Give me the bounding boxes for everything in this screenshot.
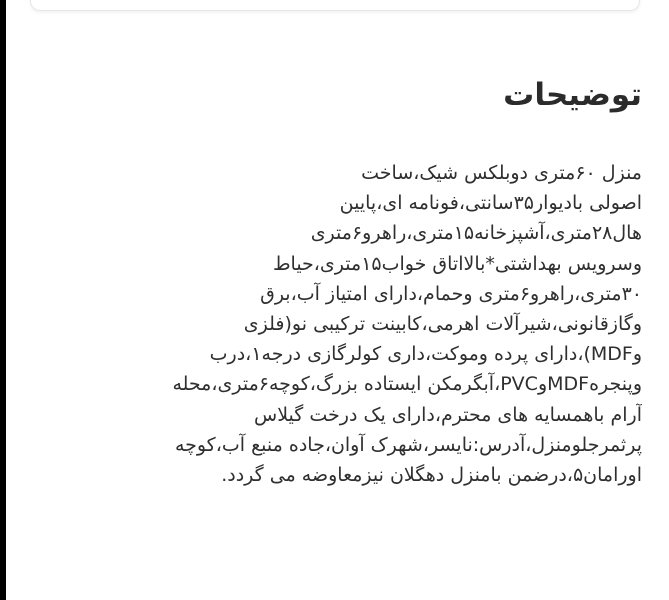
description-line: پرثمرجلومنزل،آدرس:نایسر،شهرک آوان،جاده منبع آب،کوچه bbox=[174, 433, 642, 456]
description-section bbox=[30, 0, 642, 600]
description-line: وپنجرهMDFوPVC،آبگرمکن ایستاده بزرگ،کوچه۶متری،محله bbox=[172, 373, 642, 396]
section-title: توضیحات bbox=[503, 77, 642, 113]
description-line: آرام باهمسایه های محترم،دارای یک درخت گیلاس bbox=[254, 403, 642, 426]
description-line: وMDF)،دارای پرده وموکت،داری کولرگازی درجه۱،درب bbox=[209, 343, 642, 366]
description-line: وسرویس بهداشتی*بالااتاق خواب۱۵متری،حیاط bbox=[272, 252, 642, 275]
left-edge-border bbox=[0, 0, 6, 600]
description-line: اصولی بادیوار۳۵سانتی،فونامه ای،پایین bbox=[339, 192, 642, 215]
description-line: اورامان۵،درضمن بامنزل دهگلان نیزمعاوضه می گردد. bbox=[221, 463, 642, 486]
description-line: ۳۰متری،راهرو۶متری وحمام،دارای امتیاز آب،برق bbox=[260, 282, 642, 305]
description-line: هال۲۸متری،آشپزخانه۱۵متری،راهرو۶متری bbox=[310, 222, 642, 245]
description-text bbox=[30, 158, 642, 490]
description-line: منزل ۶۰متری دوبلکس شیک،ساخت bbox=[361, 162, 642, 184]
description-line: وگازقانونی،شیرآلات اهرمی،کابینت ترکیبی نو(فلزی bbox=[243, 312, 642, 335]
